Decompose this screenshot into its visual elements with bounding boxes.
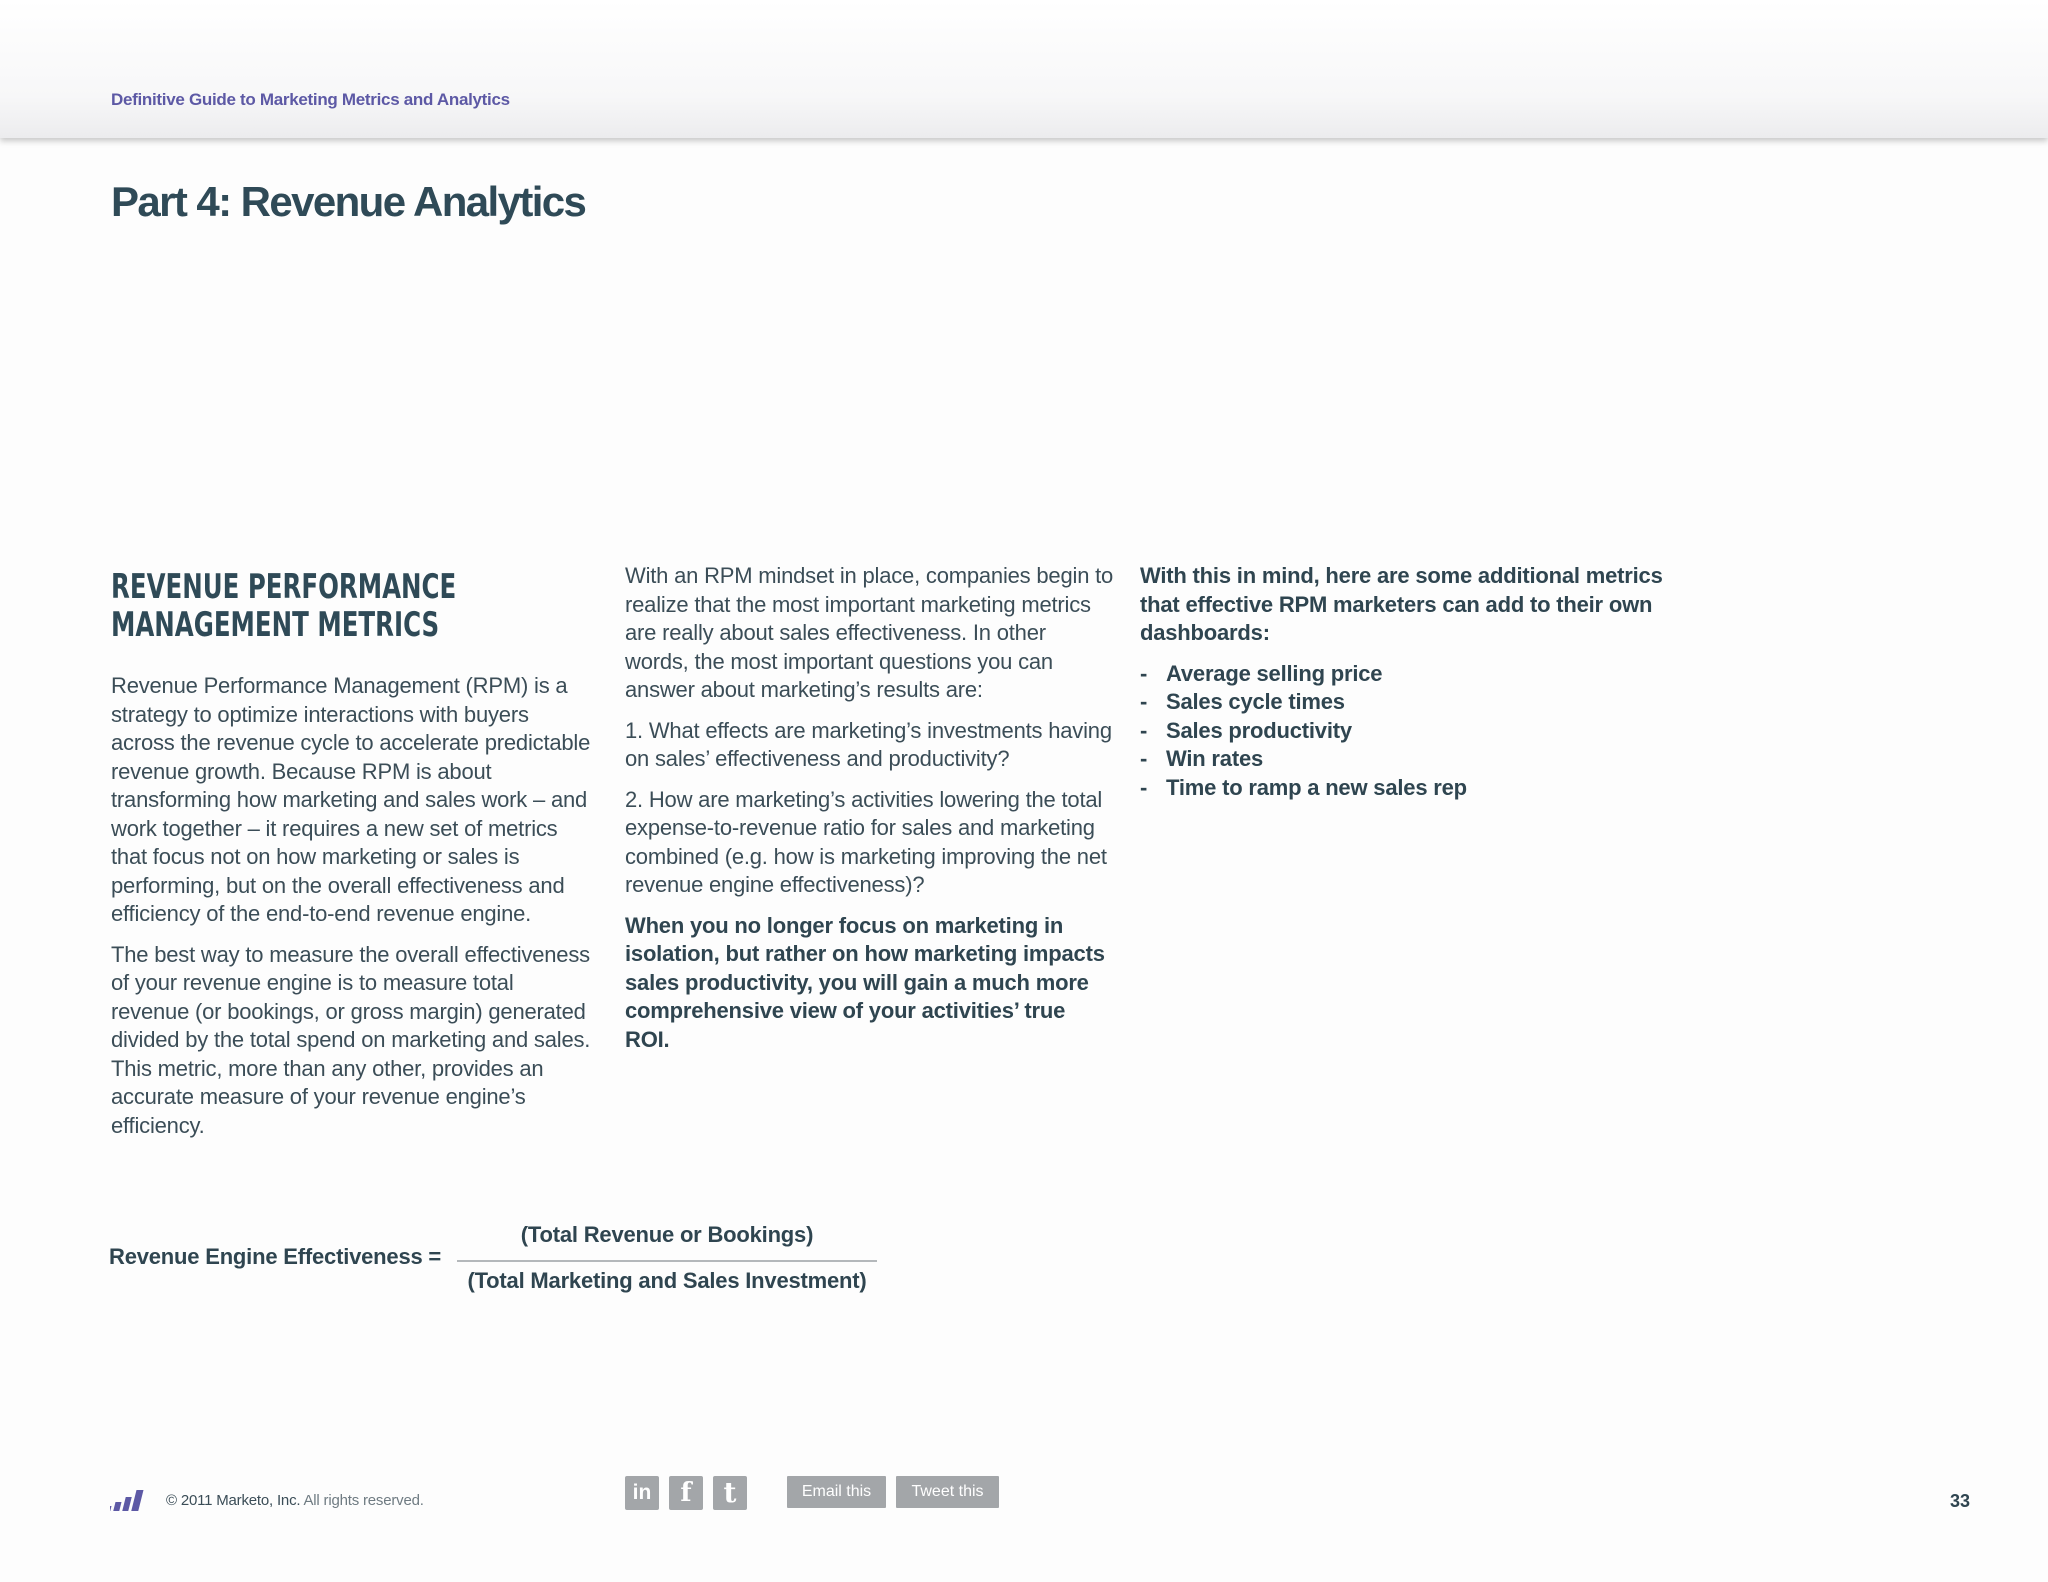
metrics-list bbox=[1140, 660, 1680, 803]
rpm-definition-paragraph: Revenue Performance Management (RPM) is a strategy to optimize interactions with buyers across the revenue cycle to accelerate predictable revenue growth. Because RPM is about transforming how marketing and sales work – and work together – it requires a new set of metrics that focus not on how marketing or sales is performing, but on the overall effectiveness and efficiency of the end-to-end revenue engine. bbox=[111, 673, 591, 926]
question-1-paragraph: 1. What effects are marketing’s investments having on sales’ effectiveness and productivity? bbox=[625, 717, 1112, 771]
twitter-icon[interactable]: t bbox=[713, 1476, 747, 1510]
column-left bbox=[111, 562, 596, 1152]
copyright-rest: All rights reserved. bbox=[303, 1492, 424, 1509]
section-heading-wrap bbox=[111, 568, 596, 672]
copyright bbox=[166, 1492, 424, 1509]
guide-title: Definitive Guide to Marketing Metrics and Analytics bbox=[111, 90, 510, 109]
bullet-dash: - bbox=[1140, 717, 1148, 743]
list-item bbox=[1140, 774, 1680, 803]
list-item-text: Time to ramp a new sales rep bbox=[1166, 774, 1467, 800]
bullet-dash: - bbox=[1140, 774, 1148, 800]
email-this-button[interactable]: Email this bbox=[787, 1476, 886, 1508]
list-item bbox=[1140, 688, 1680, 717]
question-2-paragraph: 2. How are marketing’s activities lowering the total expense-to-revenue ratio for sales and marketing combined (e.g. how is marketing improving the net revenue engine effectiveness)? bbox=[625, 786, 1107, 897]
formula-label: Revenue Engine Effectiveness = bbox=[109, 1244, 442, 1269]
bullet-dash: - bbox=[1140, 689, 1148, 714]
page-number: 33 bbox=[1950, 1491, 1971, 1511]
page-title: Part 4: Revenue Analytics bbox=[111, 178, 586, 225]
bullet-dash: - bbox=[1140, 660, 1148, 686]
list-item-text: Win rates bbox=[1166, 746, 1264, 771]
list-item bbox=[1140, 660, 1680, 689]
list-item-text: Average selling price bbox=[1166, 660, 1383, 686]
fraction-bar bbox=[457, 1260, 877, 1262]
section-heading-line1: REVENUE PERFORMANCE bbox=[111, 567, 457, 607]
dashboard-intro-paragraph: With this in mind, here are some additional metrics that effective RPM marketers can add to their own dashboards: bbox=[1140, 563, 1663, 645]
linkedin-icon[interactable]: in bbox=[625, 1476, 659, 1510]
formula-numerator: (Total Revenue or Bookings) bbox=[520, 1222, 814, 1247]
tweet-this-button[interactable]: Tweet this bbox=[896, 1476, 999, 1508]
list-item bbox=[1140, 745, 1680, 774]
marketo-bars-logo-icon bbox=[110, 1488, 150, 1514]
column-right bbox=[1140, 562, 1680, 802]
section-heading-line2: MANAGEMENT METRICS bbox=[111, 605, 440, 645]
rpm-mindset-paragraph: With an RPM mindset in place, companies begin to realize that the most important marketing metrics are really about sales effectiveness. In other words, the most important questions you can answer about marketing’s results are: bbox=[625, 563, 1114, 702]
header-band bbox=[0, 0, 2048, 138]
list-item bbox=[1140, 717, 1680, 746]
facebook-icon[interactable]: f bbox=[669, 1476, 703, 1510]
measure-paragraph: The best way to measure the overall effectiveness of your revenue engine is to measure total revenue (or bookings, or gross margin) generated divided by the total spend on marketing and sales. This metric, more than any other, provides an accurate measure of your revenue engine’s efficiency. bbox=[111, 941, 591, 1138]
list-item-text: Sales productivity bbox=[1166, 717, 1352, 743]
column-middle bbox=[625, 562, 1115, 1066]
list-item-text: Sales cycle times bbox=[1166, 689, 1345, 714]
effectiveness-formula bbox=[109, 1218, 889, 1298]
roi-bold-paragraph: When you no longer focus on marketing in isolation, but rather on how marketing impacts sales productivity, you will gain a much more comprehensive view of your activities’ true ROI. bbox=[625, 912, 1105, 1052]
copyright-main: © 2011 Marketo, Inc. bbox=[166, 1492, 301, 1509]
section-heading bbox=[111, 568, 572, 644]
bullet-dash: - bbox=[1140, 746, 1148, 771]
formula-denominator: (Total Marketing and Sales Investment) bbox=[467, 1268, 867, 1293]
